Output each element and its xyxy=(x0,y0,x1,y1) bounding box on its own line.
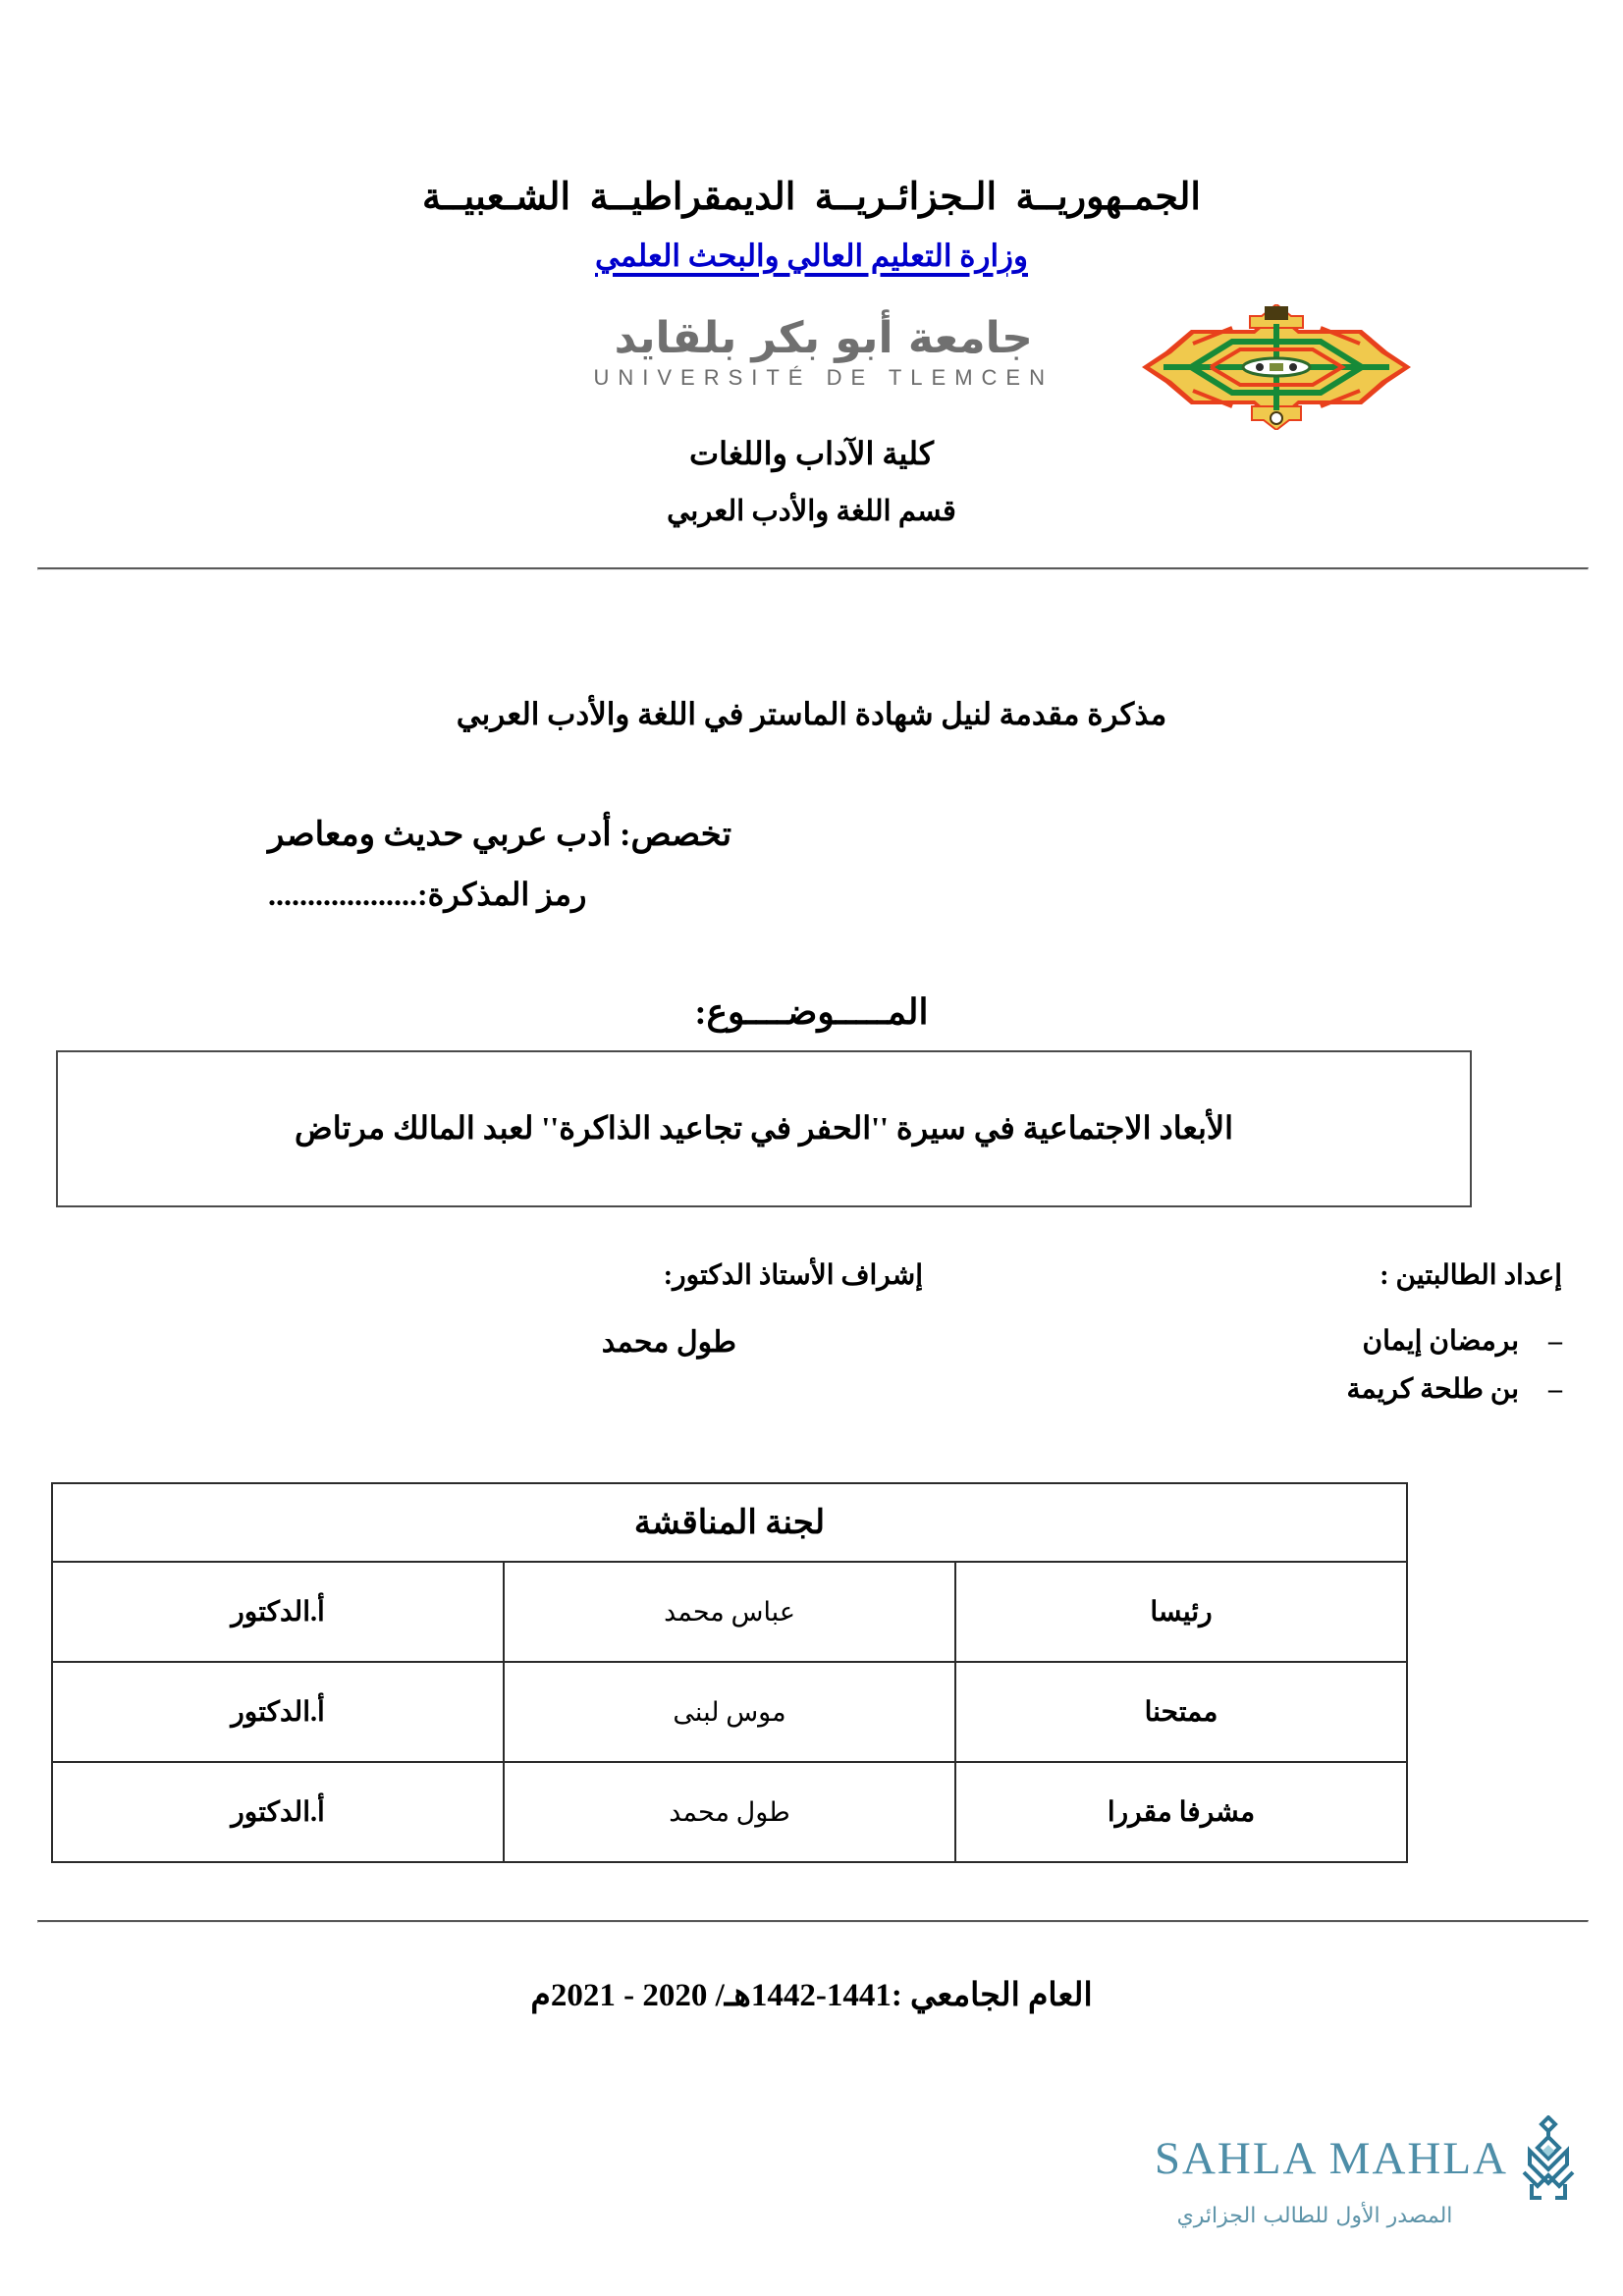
watermark-row xyxy=(1127,2115,1579,2202)
jury-name: موس لبنى xyxy=(504,1662,955,1762)
university-wordmark xyxy=(593,313,1054,391)
authors-heading: إعداد الطالبتين : xyxy=(1380,1260,1562,1291)
university-name-french: UNIVERSITÉ DE TLEMCEN xyxy=(593,365,1054,391)
jury-name: طول محمد xyxy=(504,1762,955,1862)
ministry-heading xyxy=(0,239,1623,274)
table-row xyxy=(52,1562,1407,1662)
university-logo-band xyxy=(0,312,1623,430)
list-item: – برمضان إيمان xyxy=(953,1317,1562,1365)
table-row xyxy=(52,1662,1407,1762)
subject-box xyxy=(56,1050,1472,1207)
divider-bottom xyxy=(37,1920,1589,1923)
jury-table xyxy=(51,1482,1408,1863)
supervisor-block xyxy=(334,1252,923,1369)
authors-list xyxy=(953,1317,1562,1414)
sahla-mahla-diamond-icon xyxy=(1518,2115,1579,2202)
republic-heading: الجمـهوريــة الـجزائـريــة الديمقراطيــة الشـعبيــة xyxy=(422,177,1201,218)
university-name-arabic: جامعة أبو بكر بلقايد xyxy=(614,313,1033,363)
watermark-title: SAHLA MAHLA xyxy=(1154,2133,1508,2184)
thesis-title: الأبعاد الاجتماعية في سيرة ''الحفر في تجاعيد الذاكرة'' لعبد المالك مرتاض xyxy=(295,1110,1233,1147)
supervisor-name: طول محمد xyxy=(601,1326,736,1359)
thesis-code-line: رمز المذكرة:................... xyxy=(268,877,587,912)
jury-name: عباس محمد xyxy=(504,1562,955,1662)
jury-table-title: لجنة المناقشة xyxy=(52,1483,1407,1562)
jury-title-cell: أ.الدكتور xyxy=(52,1562,504,1662)
supervisor-heading: إشراف الأستاذ الدكتور: xyxy=(663,1260,923,1291)
tlemcen-university-emblem-icon xyxy=(1134,304,1419,430)
jury-role: ممتحنا xyxy=(955,1662,1407,1762)
subject-label: المـــــوضــــوع: xyxy=(694,992,929,1032)
department-name: قسم اللغة والأدب العربي xyxy=(667,496,956,527)
jury-title-cell: أ.الدكتور xyxy=(52,1762,504,1862)
divider-top xyxy=(37,567,1589,570)
degree-statement: مذكرة مقدمة لنيل شهادة الماستر في اللغة والأدب العربي xyxy=(456,697,1167,731)
jury-role: رئيسا xyxy=(955,1562,1407,1662)
academic-year: العام الجامعي :1441-1442هـ/ 2020 - 2021م xyxy=(530,1978,1093,2013)
specialty-line: تخصص: أدب عربي حديث ومعاصر xyxy=(268,817,732,853)
list-item: – بن طلحة كريمة xyxy=(953,1365,1562,1414)
jury-role: مشرفا مقررا xyxy=(955,1762,1407,1862)
jury-table-header-row xyxy=(52,1483,1407,1562)
authors-block xyxy=(953,1252,1562,1414)
sahla-mahla-watermark xyxy=(1127,2115,1579,2263)
jury-title-cell: أ.الدكتور xyxy=(52,1662,504,1762)
watermark-subtitle: المصدر الأول للطالب الجزائري xyxy=(1176,2204,1453,2228)
ministry-heading-text: وزارة التعليم العالي والبحث العلمي xyxy=(595,239,1028,273)
faculty-name: كلية الآداب واللغات xyxy=(688,436,935,471)
table-row xyxy=(52,1762,1407,1862)
